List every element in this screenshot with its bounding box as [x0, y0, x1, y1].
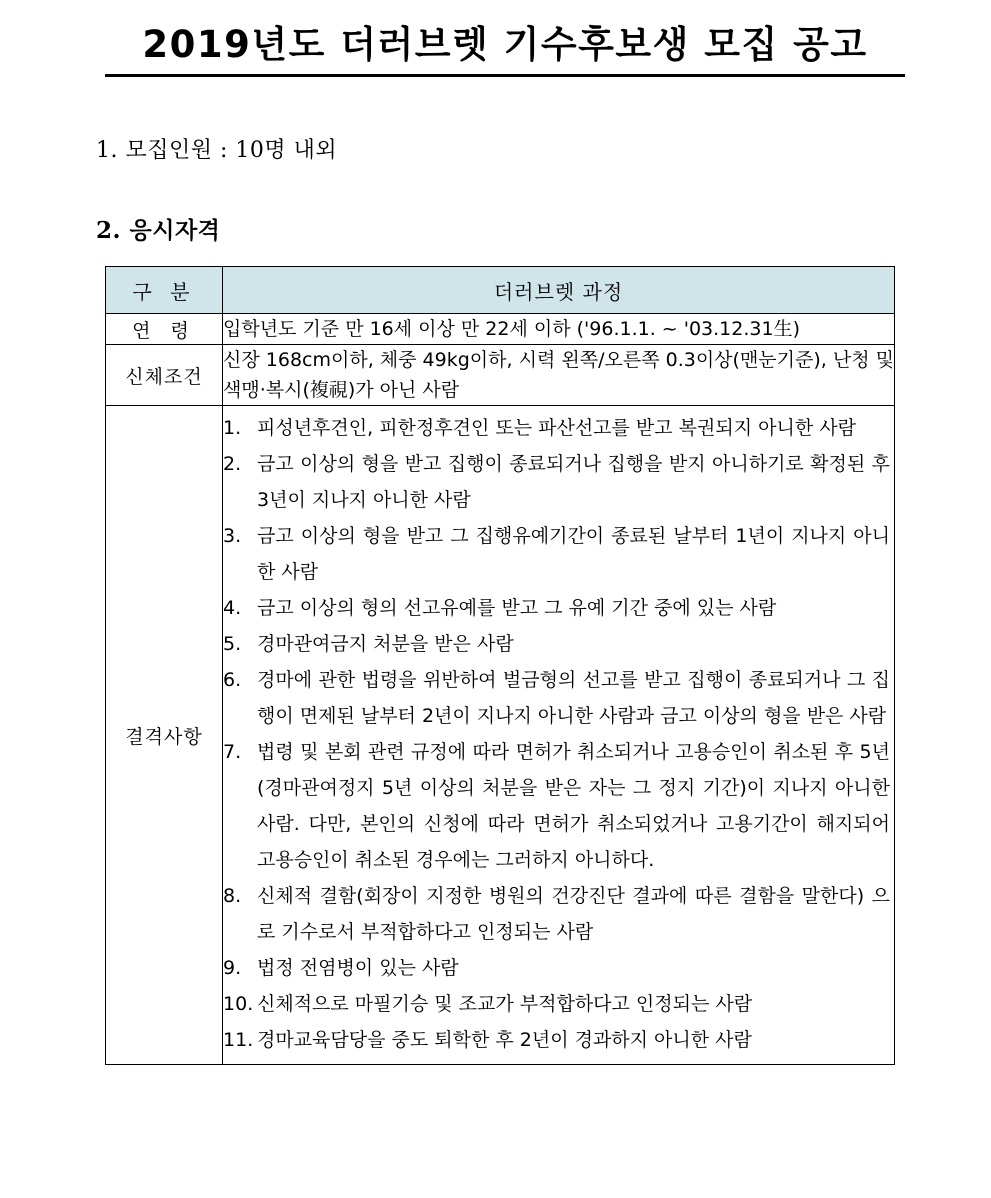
table-header-row: [106, 267, 895, 314]
list-item: 경마교육담당을 중도 퇴학한 후 2년이 경과하지 아니한 사람: [257, 1029, 752, 1051]
list-item: 법정 전염병이 있는 사람: [257, 957, 459, 979]
header-course: 더러브렛 과정: [223, 267, 895, 314]
list-item: 금고 이상의 형을 받고 그 집행유예기간이 종료된 날부터 1년이 지나지 아니한 사람: [257, 525, 890, 583]
header-category: 구 분: [106, 267, 223, 314]
table-row-physical: [106, 345, 895, 406]
list-item: 경마에 관한 법령을 위반하여 벌금형의 선고를 받고 집행이 종료되거나 그 집행이 면제된 날부터 2년이 지나지 아니한 사람과 금고 이상의 형을 받은 사람: [257, 669, 890, 727]
table-row-age: [106, 314, 895, 345]
row-label-age: 연 령: [106, 314, 223, 345]
section-recruit-count: 1. 모집인원 : 10명 내외: [96, 138, 338, 163]
list-item: 법령 및 본회 관련 규정에 따라 면허가 취소되거나 고용승인이 취소된 후 5년(경마관여정지 5년 이상의 처분을 받은 자는 그 정지 기간)이 지나지 아니한 사람. 다만, 본인의 신청에 따라 면허가 취소되었거나 고용기간이 해지되어 고용승인이 취소된 경우에는 그러하지 아니하다.: [257, 741, 890, 871]
list-item: 신체적으로 마필기승 및 조교가 부적합하다고 인정되는 사람: [257, 993, 753, 1015]
row-content-physical: 신장 168cm이하, 체중 49kg이하, 시력 왼쪽/오른쪽 0.3이상(맨눈기준), 난청 및 색맹·복시(複視)가 아닌 사람: [223, 345, 895, 406]
table-row-disqualification: [106, 406, 895, 1065]
row-label-physical: 신체조건: [106, 345, 223, 406]
list-item: 금고 이상의 형의 선고유예를 받고 그 유예 기간 중에 있는 사람: [257, 597, 777, 619]
disqualification-list: [223, 406, 894, 1064]
section-eligibility: 2. 응시자격: [96, 217, 221, 244]
list-item: 피성년후견인, 피한정후견인 또는 파산선고를 받고 복권되지 아니한 사람: [257, 417, 856, 439]
row-content-disqualification: [223, 406, 895, 1065]
row-label-disqualification: 결격사항: [106, 406, 223, 1065]
list-item: 경마관여금지 처분을 받은 사람: [257, 633, 514, 655]
list-item: 금고 이상의 형을 받고 집행이 종료되거나 집행을 받지 아니하기로 확정된 후 3년이 지나지 아니한 사람: [257, 453, 890, 511]
page-title: 2019년도 더러브렛 기수후보생 모집 공고: [105, 22, 905, 77]
eligibility-table: [105, 266, 895, 1065]
list-item: 신체적 결함(회장이 지정한 병원의 건강진단 결과에 따른 결함을 말한다) 으로 기수로서 부적합하다고 인정되는 사람: [257, 885, 890, 943]
row-content-age: 입학년도 기준 만 16세 이상 만 22세 이하 ('96.1.1. ~ '03.12.31生): [223, 314, 895, 345]
